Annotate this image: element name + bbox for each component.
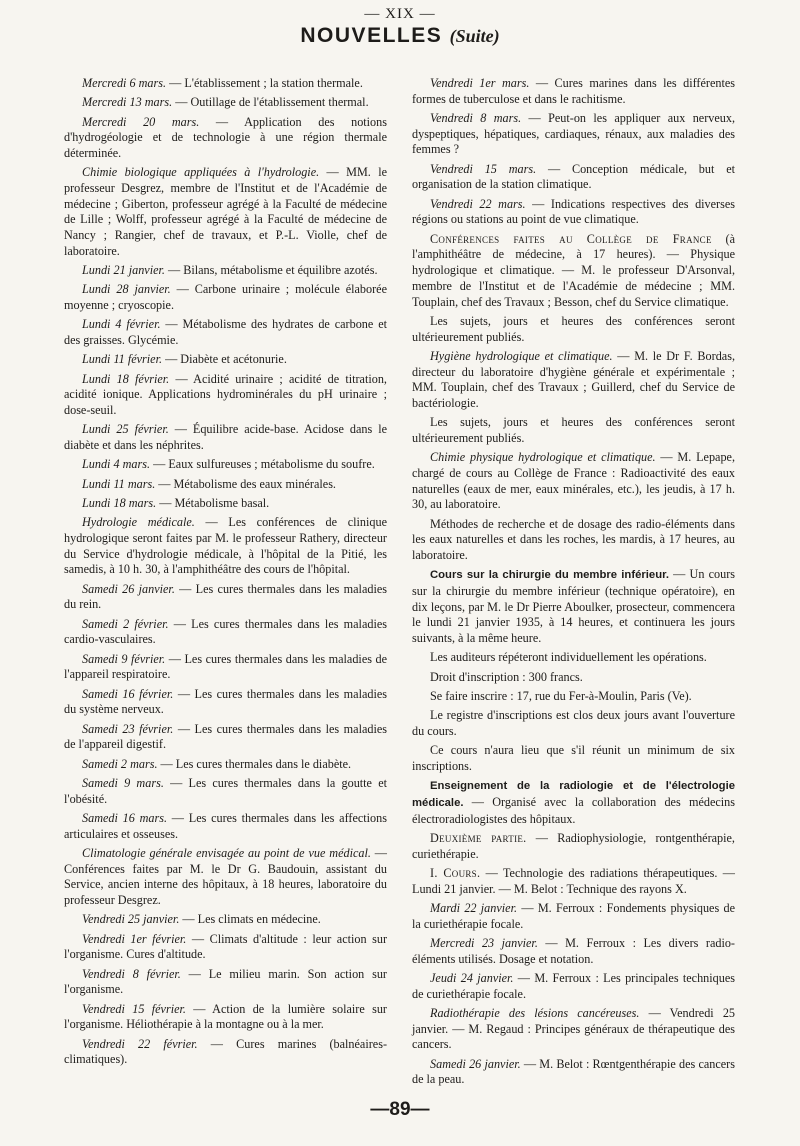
- page-folio: —89—: [370, 1099, 430, 1120]
- paragraph-lead: Samedi 9 mars.: [82, 776, 164, 790]
- paragraph-lead: Chimie biologique appliquées à l'hydrologie.: [82, 165, 320, 180]
- paragraph-text: — Technologie des radiations thérapeutiques. — Lundi 21 janvier. — M. Belot : Technique des rayons X.: [412, 866, 735, 896]
- title-suffix: (Suite): [449, 26, 500, 46]
- paragraph-text: — Conférences faites par M. le Dr G. Baudouin, assistant du Service, ancien interne des hôpitaux, à 18 heures, laboratoire du professeur Desgrez.: [64, 846, 387, 908]
- paragraph-lead: Enseignement de la radiologie et de l'électrologie médicale.: [412, 780, 735, 810]
- paragraph-lead: Cours sur la chirurgie du membre inférieur.: [430, 569, 670, 582]
- paragraph-text: — Métabolisme des eaux minérales.: [155, 476, 336, 491]
- paragraph-text: — M. Belot : Rœntgenthérapie des cancers de la peau.: [412, 1056, 735, 1087]
- paragraph: [412, 708, 735, 739]
- paragraph: [412, 866, 735, 897]
- paragraph: [64, 115, 387, 162]
- roman-page-number: — XIX —: [364, 6, 436, 22]
- paragraph-lead: Vendredi 22 mars.: [430, 196, 526, 211]
- paragraph-text: — Outillage de l'établissement thermal.: [172, 95, 369, 110]
- paragraph-text: — Les cures thermales dans les maladies de l'appareil digestif.: [64, 721, 387, 752]
- paragraph-lead: Mardi 22 janvier.: [430, 901, 518, 916]
- paragraph-text: — Conception médicale, but et organisation de la station climatique.: [412, 161, 735, 192]
- paragraph-text: — Cures marines (balnéaires-climatiques).: [64, 1036, 387, 1067]
- paragraph-lead: Mercredi 20 mars.: [82, 114, 200, 129]
- paragraph-text: — Acidité urinaire ; acidité de titration, acidité ionique. Applications hydrominérales du pH urinaire ; dose-seuil.: [64, 371, 387, 418]
- paragraph-lead: Lundi 4 février.: [82, 317, 161, 332]
- paragraph: [64, 967, 387, 998]
- paragraph-text: (à l'amphithéâtre de médecine, à 17 heures). — Physique hydrologique et climatique. — M. le professeur D'Arsonval, membre de l'Institut et de l'Académie de médecine ; MM. Touplain, chef des Travaux ; Besson, chef du Service climatique.: [412, 231, 735, 309]
- paragraph-text: — Bilans, métabolisme et équilibre azotés.: [164, 263, 378, 278]
- paragraph: [64, 422, 387, 453]
- paragraph-text: — Les conférences de clinique hydrologique seront faites par M. le professeur Rathery, directeur du Service d'hydrologie médicale, à l'hôpital de la Pitié, les samedis, à 10 h. 30, à l'amphithéâtre des cours de l'hôpital.: [64, 515, 388, 577]
- left-column: [64, 76, 387, 1072]
- paragraph: [64, 477, 387, 493]
- paragraph-text: — Métabolisme des hydrates de carbone et des graisses. Glycémie.: [64, 317, 387, 348]
- paragraph-lead: Samedi 16 mars.: [82, 811, 168, 825]
- paragraph-text: — Eaux sulfureuses ; métabolisme du soufre.: [150, 457, 375, 472]
- paragraph-text: — M. Lepape, chargé de cours au Collège de France : Radioactivité des eaux naturelles (eaux de mer, eaux minérales, etc.), les jeudis, à 17 h. 30, au laboratoire.: [412, 450, 735, 512]
- paragraph-lead: Vendredi 8 mars.: [430, 111, 522, 125]
- paragraph-text: Le registre d'inscriptions est clos deux jours avant l'ouverture du cours.: [412, 708, 735, 739]
- paragraph-text: — M. Ferroux : Fondements physiques de la curiethérapie focale.: [412, 901, 735, 931]
- paragraph-text: — Métabolisme basal.: [156, 496, 270, 510]
- paragraph: [64, 263, 387, 279]
- paragraph-lead: Vendredi 8 février.: [82, 966, 181, 981]
- paragraph-text: — MM. le professeur Desgrez, membre de l'Institut et de l'Académie de médecine ; Giberton, professeur agrégé à la Faculté de médecine de Lille ; Wolff, professeur agrégé à la Faculté de médecine de Nancy ; Rangier, chef de travaux, et P.-L. Violle, chef de laboratoire.: [64, 165, 388, 258]
- paragraph-text: Se faire inscrire : 17, rue du Fer-à-Moulin, Paris (Ve).: [430, 689, 692, 704]
- paragraph-lead: Samedi 2 mars.: [82, 756, 158, 771]
- paragraph-lead: Samedi 2 février.: [82, 616, 169, 631]
- paragraph: [412, 162, 735, 193]
- paragraph-lead: Lundi 21 janvier.: [82, 263, 165, 278]
- paragraph-lead: Samedi 9 février.: [82, 651, 166, 666]
- paragraph-lead: Vendredi 25 janvier.: [82, 912, 180, 927]
- paragraph-lead: Conférences faites au Collège de France: [430, 231, 712, 246]
- paragraph: [412, 778, 735, 827]
- paragraph-text: — Les cures thermales dans les maladies de l'appareil respiratoire.: [64, 651, 388, 682]
- paragraph: [64, 1037, 387, 1068]
- paragraph-text: — Les climats en médecine.: [179, 912, 321, 927]
- paragraph-lead: Samedi 26 janvier.: [82, 581, 175, 596]
- paragraph-text: Les sujets, jours et heures des conférences seront ultérieurement publiés.: [412, 415, 735, 445]
- paragraph-lead: Radiothérapie des lésions cancéreuses.: [430, 1006, 640, 1021]
- paragraph: [64, 846, 387, 909]
- paragraph-text: — Les cures thermales dans la goutte et l'obésité.: [64, 776, 387, 806]
- paragraph: [412, 232, 735, 311]
- paragraph: [412, 971, 735, 1002]
- paragraph-text: — Les cures thermales dans le diabète.: [157, 756, 352, 771]
- paragraph-text: — Un cours sur la chirurgie du membre inférieur (technique opératoire), en dix leçons, par M. le Dr Pierre Aboulker, prosecteur, commencera le lundi 21 janvier 1935, à 14 heures, et continuera les jours suivants, à la même heure.: [412, 567, 736, 646]
- paragraph: [412, 349, 735, 412]
- paragraph-text: — Climats d'altitude : leur action sur l'organisme. Cures d'altitude.: [64, 931, 387, 962]
- paragraph: [412, 1057, 735, 1088]
- paragraph-lead: Lundi 18 février.: [82, 371, 170, 386]
- paragraph: [412, 450, 735, 513]
- paragraph-text: — M. Ferroux : Les principales techniques de curiethérapie focale.: [412, 971, 736, 1001]
- paragraph-text: — Peut-on les appliquer aux nerveux, dyspeptiques, hépatiques, cardiaques, rénaux, aux maladies des femmes ?: [412, 111, 736, 157]
- paragraph-text: — Les cures thermales dans les maladies du système nerveux.: [64, 686, 387, 717]
- paragraph-text: — Application des notions d'hydrogéologie et de technologie à une région thermale déterminée.: [64, 114, 387, 160]
- paragraph: [64, 722, 387, 753]
- paragraph-text: — Les cures thermales dans les maladies cardio-vasculaires.: [64, 616, 387, 647]
- paragraph-lead: Mercredi 23 janvier.: [430, 936, 538, 951]
- paragraph: [412, 743, 735, 774]
- paragraph-lead: Mercredi 6 mars.: [82, 76, 167, 90]
- title-main: NOUVELLES: [300, 24, 443, 47]
- paragraph-text: — Carbone urinaire ; molécule élaborée moyenne ; cryoscopie.: [64, 282, 387, 313]
- paragraph: [64, 582, 387, 613]
- paragraph: [64, 811, 387, 842]
- paragraph: [412, 314, 735, 345]
- paragraph-lead: Samedi 26 janvier.: [430, 1056, 521, 1071]
- paragraph-lead: I. Cours.: [430, 866, 481, 881]
- paragraph: [64, 652, 387, 683]
- paragraph: [412, 567, 735, 647]
- paragraph-lead: Deuxième partie.: [430, 831, 527, 846]
- paragraph: [64, 757, 387, 773]
- page-title: [0, 24, 800, 48]
- paragraph-lead: Lundi 25 février.: [82, 422, 169, 437]
- paragraph-text: — Organisé avec la collaboration des médecins électroradiologistes des hôpitaux.: [412, 795, 735, 826]
- paragraph-text: — Cures marines dans les différentes formes de tuberculose et dans le rachitisme.: [412, 76, 736, 106]
- paragraph: [64, 1002, 387, 1033]
- paragraph: [64, 515, 387, 578]
- paragraph: [64, 687, 387, 718]
- paragraph: [64, 95, 387, 111]
- paragraph-lead: Climatologie générale envisagée au point de vue médical.: [82, 846, 371, 860]
- paragraph: [64, 912, 387, 928]
- paragraph-lead: Lundi 11 février.: [82, 352, 163, 367]
- paragraph-lead: Lundi 28 janvier.: [82, 282, 171, 297]
- paragraph: [64, 457, 387, 473]
- right-column: [412, 76, 735, 1092]
- paragraph-text: — M. le Dr F. Bordas, directeur du laboratoire d'hygiène générale et expérimentale ; MM. Touplain, chef des Travaux ; Guillerd, chef du Service de bactériologie.: [412, 348, 735, 410]
- paragraph-text: — Le milieu marin. Son action sur l'organisme.: [64, 966, 387, 997]
- paragraph: [412, 901, 735, 932]
- paragraph: [64, 932, 387, 963]
- paragraph-text: — L'établissement ; la station thermale.: [166, 76, 363, 90]
- paragraph-text: Droit d'inscription : 300 francs.: [430, 669, 583, 684]
- paragraph: [64, 352, 387, 368]
- paragraph-lead: Samedi 23 février.: [82, 721, 174, 736]
- paragraph: [64, 317, 387, 348]
- paragraph: [64, 496, 387, 512]
- paragraph-text: Ce cours n'aura lieu que s'il réunit un minimum de six inscriptions.: [412, 743, 735, 774]
- paragraph: [64, 165, 387, 259]
- paragraph-text: — Indications respectives des diverses régions ou stations au point de vue climatique.: [412, 196, 736, 227]
- paragraph-text: — Radiophysiologie, rontgenthérapie, curiethérapie.: [412, 831, 735, 861]
- paragraph-text: — Action de la lumière solaire sur l'organisme. Héliothérapie à la montagne ou à la mer.: [64, 1001, 387, 1032]
- paragraph-lead: Hygiène hydrologique et climatique.: [430, 348, 613, 363]
- paragraph: [64, 617, 387, 648]
- paragraph-text: — Les cures thermales dans les affections articulaires et osseuses.: [64, 811, 387, 841]
- paragraph: [412, 689, 735, 705]
- paragraph: [64, 282, 387, 313]
- paragraph-lead: Hydrologie médicale.: [82, 515, 195, 530]
- paragraph: [412, 197, 735, 228]
- paragraph-text: — Équilibre acide-base. Acidose dans le diabète et dans les néphrites.: [64, 422, 387, 453]
- paragraph-lead: Mercredi 13 mars.: [82, 95, 173, 110]
- paragraph-lead: Chimie physique hydrologique et climatique.: [430, 450, 656, 465]
- paragraph-text: — M. Ferroux : Les divers radio-éléments utilisés. Dosage et notation.: [412, 936, 735, 966]
- paragraph-text: Les sujets, jours et heures des conférences seront ultérieurement publiés.: [412, 313, 735, 344]
- paragraph-lead: Jeudi 24 janvier.: [430, 971, 514, 986]
- paragraph: [412, 76, 735, 107]
- paragraph: [412, 936, 735, 967]
- paragraph: [412, 111, 735, 158]
- paragraph: [64, 776, 387, 807]
- paragraph: [64, 372, 387, 419]
- paragraph-lead: Vendredi 22 février.: [82, 1036, 198, 1051]
- paragraph-lead: Lundi 18 mars.: [82, 496, 157, 510]
- paragraph: [412, 415, 735, 446]
- paragraph-text: — Diabète et acétonurie.: [162, 352, 287, 367]
- paragraph-text: — Vendredi 25 janvier. — M. Regaud : Principes généraux de thérapeutique des cancers.: [412, 1006, 735, 1052]
- paragraph-lead: Samedi 16 février.: [82, 686, 174, 701]
- paragraph-lead: Vendredi 1er février.: [82, 931, 187, 946]
- paragraph-text: — Les cures thermales dans les maladies du rein.: [64, 581, 387, 612]
- paragraph-lead: Lundi 11 mars.: [82, 476, 156, 491]
- paragraph-lead: Vendredi 15 février.: [82, 1001, 186, 1016]
- paragraph: [412, 831, 735, 862]
- paragraph-text: Les auditeurs répéteront individuellement les opérations.: [430, 650, 707, 665]
- paragraph-text: Méthodes de recherche et de dosage des radio-éléments dans les eaux naturelles et dans les roches, les mardis, à 17 heures, au laboratoire.: [412, 516, 735, 563]
- paragraph-lead: Lundi 4 mars.: [82, 457, 151, 472]
- paragraph: [412, 1006, 735, 1053]
- paragraph: [412, 517, 735, 564]
- paragraph: [64, 76, 387, 92]
- paragraph-lead: Vendredi 1er mars.: [430, 76, 530, 90]
- paragraph: [412, 650, 735, 666]
- paragraph: [412, 670, 735, 686]
- paragraph-lead: Vendredi 15 mars.: [430, 161, 537, 176]
